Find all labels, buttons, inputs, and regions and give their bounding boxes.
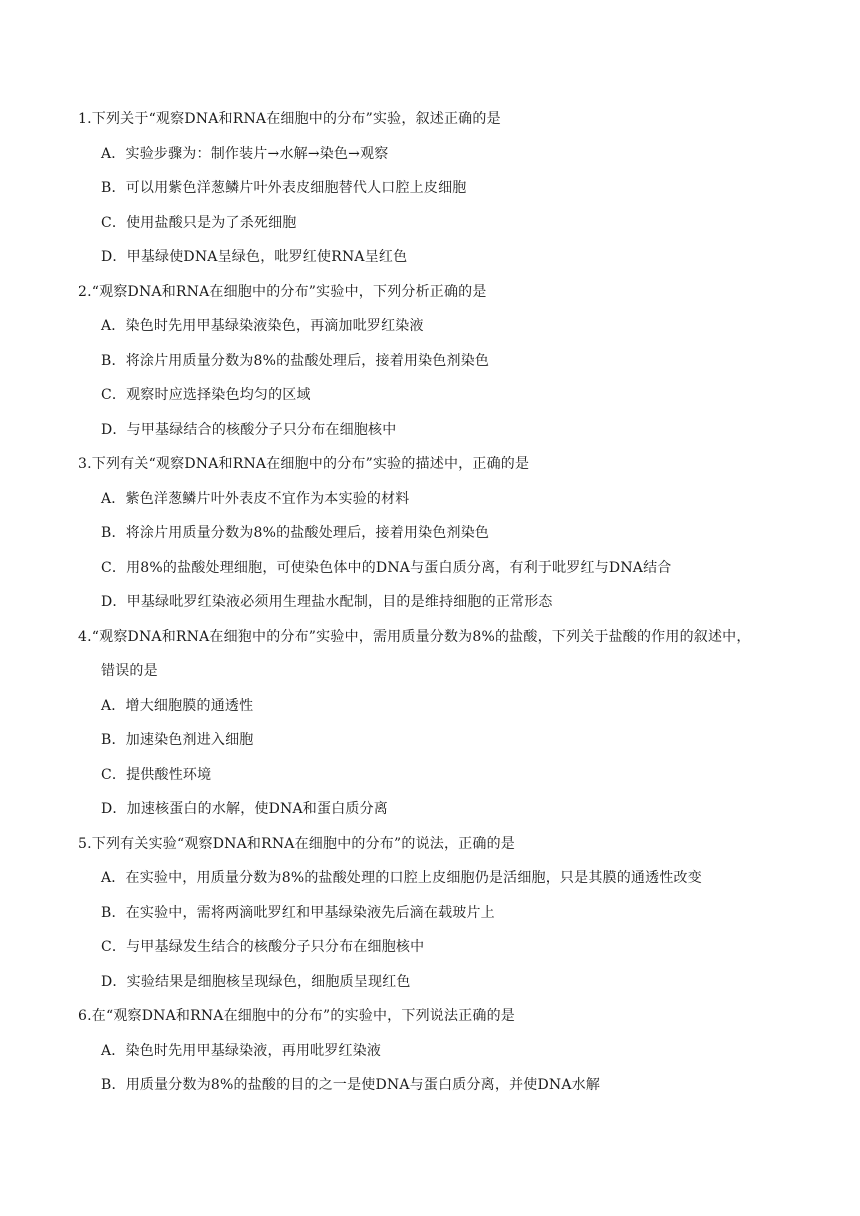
question-stem <box>0 275 860 310</box>
answer-option: C．观察时应选择染色均匀的区域 <box>101 387 311 403</box>
question-text: 在“观察DNA和RNA在细胞中的分布”的实验中，下列说法正确的是 <box>91 1008 515 1024</box>
question-text: 下列有关实验“观察DNA和RNA在细胞中的分布”的说法，正确的是 <box>91 835 515 852</box>
answer-option: B．用质量分数为8%的盐酸的目的之一是使DNA与蛋白质分离，并使DNA水解 <box>101 1077 601 1093</box>
question-stem <box>0 447 860 482</box>
question-text: “观察DNA和RNA在细胞中的分布”实验中，下列分析正确的是 <box>91 283 487 300</box>
answer-option: D．实验结果是细胞核呈现绿色，细胞质呈现红色 <box>101 973 411 990</box>
answer-option: B．将涂片用质量分数为8%的盐酸处理后，接着用染色剂染色 <box>101 525 490 541</box>
answer-option: A．染色时先用甲基绿染液染色，再滴加吡罗红染液 <box>101 318 424 334</box>
answer-option: B．可以用紫色洋葱鳞片叶外表皮细胞替代人口腔上皮细胞 <box>101 180 467 196</box>
answer-option: D．甲基绿吡罗红染液必须用生理盐水配制，目的是维持细胞的正常形态 <box>101 594 553 610</box>
question-text: 下列关于“观察DNA和RNA在细胞中的分布”实验，叙述正确的是 <box>91 111 501 127</box>
answer-option: D．甲基绿使DNA呈绿色，吡罗红使RNA呈红色 <box>101 249 408 265</box>
answer-option: A．在实验中，用质量分数为8%的盐酸处理的口腔上皮细胞仍是活细胞，只是其膜的通透性改变 <box>101 870 702 886</box>
question-text: “观察DNA和RNA在细狍中的分布”实验中，需用质量分数为8%的盐酸，下列关于盐酸的作用的叙述中， <box>91 628 751 645</box>
question-number: 5. <box>78 835 92 852</box>
answer-option: B．将涂片用质量分数为8%的盐酸处理后，接着用染色剂染色 <box>101 352 490 369</box>
answer-option: C．使用盐酸只是为了杀死细胞 <box>101 214 297 231</box>
question-document <box>0 102 860 1103</box>
question-stem <box>0 620 860 655</box>
answer-option: B．在实验中，需将两滴吡罗红和甲基绿染液先后滴在载玻片上 <box>101 904 495 921</box>
answer-option: D．与甲基绿结合的核酸分子只分布在细胞核中 <box>101 421 397 438</box>
question-stem <box>0 827 860 862</box>
answer-option: C．与甲基绿发生结合的核酸分子只分布在细胞核中 <box>101 939 425 955</box>
answer-option: A．紫色洋葱鳞片叶外表皮不宜作为本实验的材料 <box>101 490 410 507</box>
answer-option: A．实验步骤为：制作装片→水解→染色→观察 <box>101 145 389 162</box>
question-text: 下列有关“观察DNA和RNA在细胞中的分布”实验的描述中，正确的是 <box>91 456 530 472</box>
question-number: 6. <box>78 1008 92 1024</box>
question-number: 4. <box>78 628 92 645</box>
answer-option: A．增大细胞膜的通透性 <box>101 697 254 714</box>
question-text-continuation: 错误的是 <box>101 663 158 679</box>
answer-option: B．加速染色剂进入细胞 <box>101 732 254 748</box>
answer-option: C．提供酸性环境 <box>101 766 212 783</box>
answer-option: C．用8%的盐酸处理细胞，可使染色体中的DNA与蛋白质分离，有利于吡罗红与DNA结合 <box>101 559 672 576</box>
question-number: 3. <box>78 456 92 472</box>
answer-option: A．染色时先用甲基绿染液，再用吡罗红染液 <box>101 1042 382 1059</box>
question-stem <box>0 102 860 137</box>
question-number: 1. <box>78 111 92 127</box>
question-stem <box>0 999 860 1034</box>
question-number: 2. <box>78 283 92 300</box>
answer-option: D．加速核蛋白的水解，使DNA和蛋白质分离 <box>101 801 389 817</box>
